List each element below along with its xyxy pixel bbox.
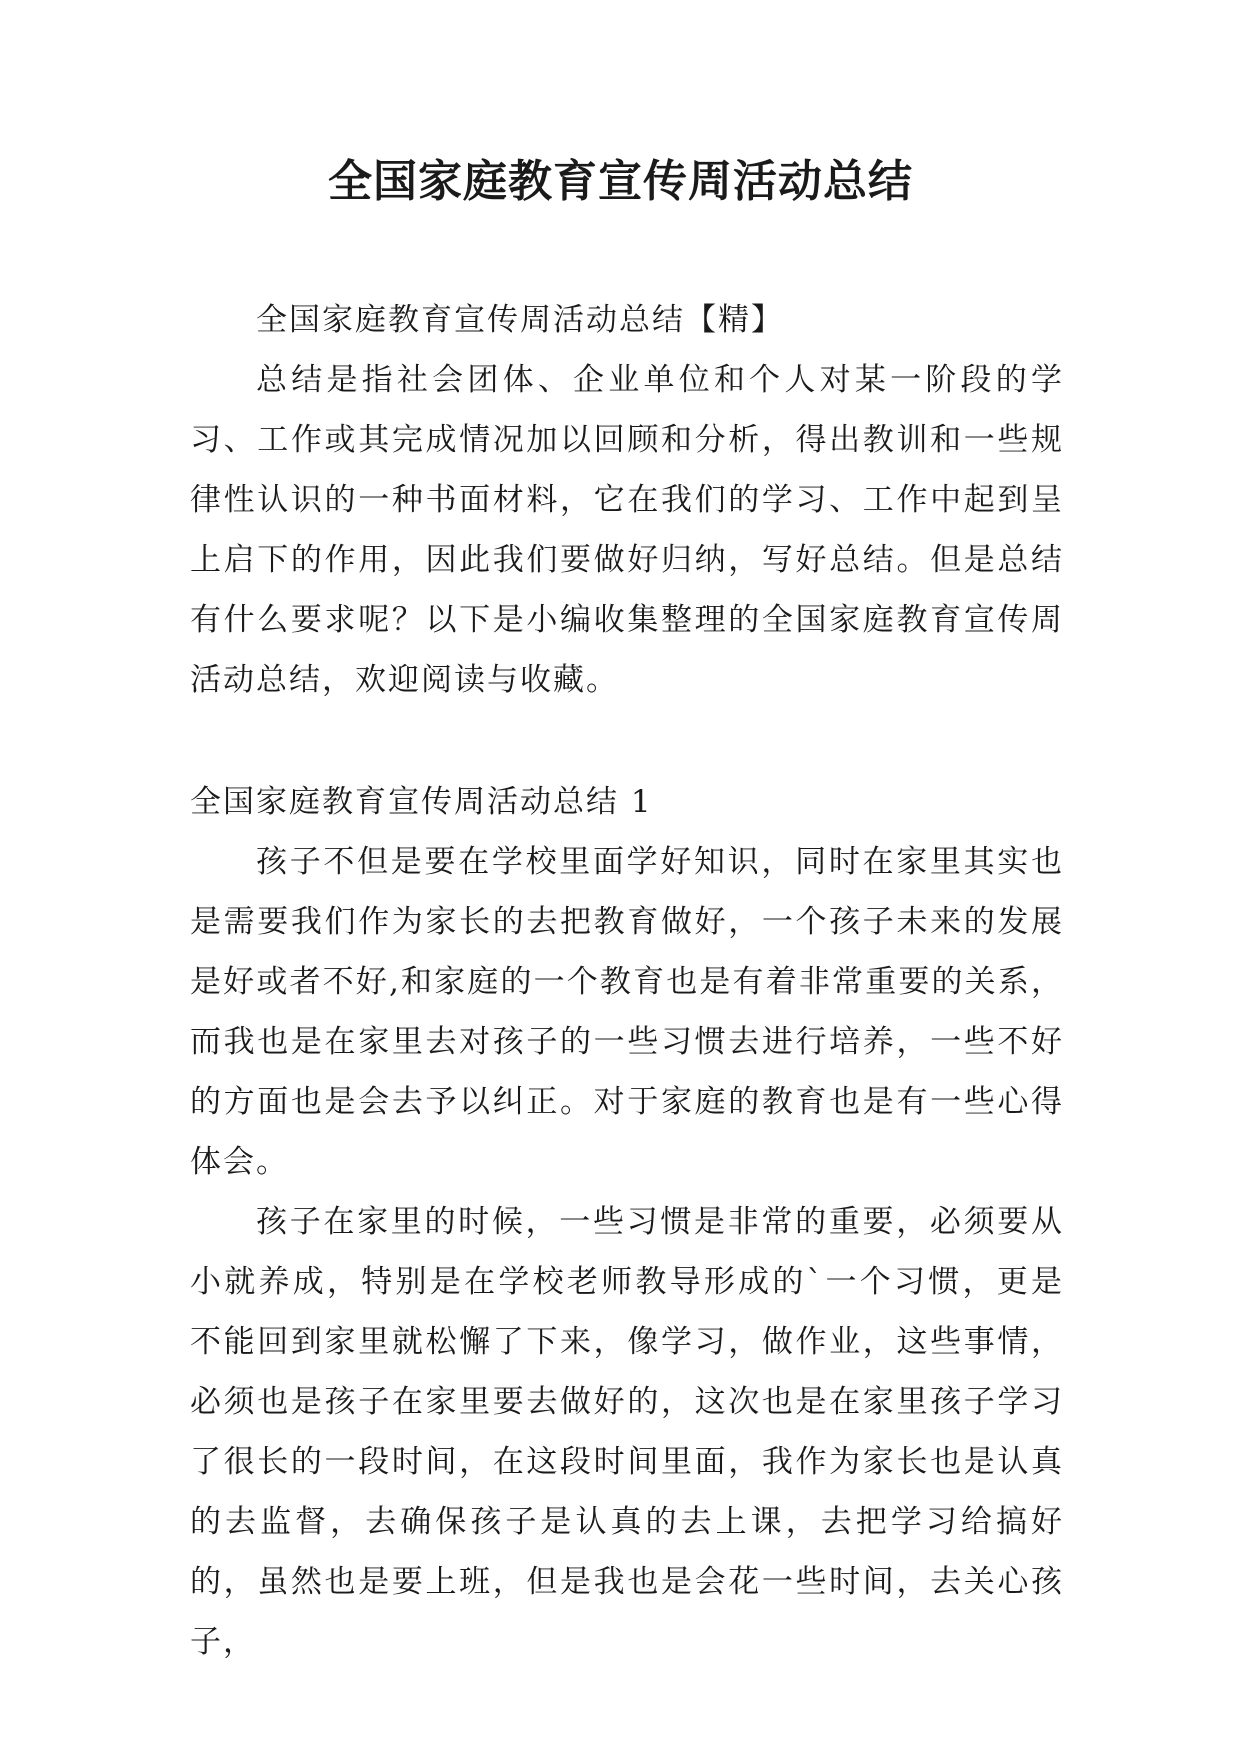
body-paragraph-2: 孩子在家里的时候，一些习惯是非常的重要，必须要从小就养成，特别是在学校老师教导形成的`一个习惯，更是不能回到家里就松懈了下来，像学习，做作业，这些事情，必须也是孩子在家里要去做好的，这次也是在家里孩子学习了很长的一段时间，在这段时间里面，我作为家长也是认真的去监督，去确保孩子是认真的去上课，去把学习给搞好的，虽然也是要上班，但是我也是会花一些时间，去关心孩子， — [190, 1204, 1064, 1660]
section-heading: 全国家庭教育宣传周活动总结 1 — [190, 784, 653, 820]
document-title: 全国家庭教育宣传周活动总结 — [328, 156, 913, 207]
document-subtitle: 全国家庭教育宣传周活动总结【精】 — [256, 302, 784, 338]
intro-paragraph: 总结是指社会团体、企业单位和个人对某一阶段的学习、工作或其完成情况加以回顾和分析，得出教训和一些规律性认识的一种书面材料，它在我们的学习、工作中起到呈上启下的作用，因此我们要做好归纳，写好总结。但是总结有什么要求呢？以下是小编收集整理的全国家庭教育宣传周活动总结，欢迎阅读与收藏。 — [190, 362, 1064, 698]
section-spacer — [190, 710, 1064, 772]
document-body — [190, 290, 1064, 1672]
body-paragraph-1: 孩子不但是要在学校里面学好知识，同时在家里其实也是需要我们作为家长的去把教育做好，一个孩子未来的发展是好或者不好,和家庭的一个教育也是有着非常重要的关系，而我也是在家里去对孩子的一些习惯去进行培养，一些不好的方面也是会去予以纠正。对于家庭的教育也是有一些心得体会。 — [190, 844, 1064, 1180]
